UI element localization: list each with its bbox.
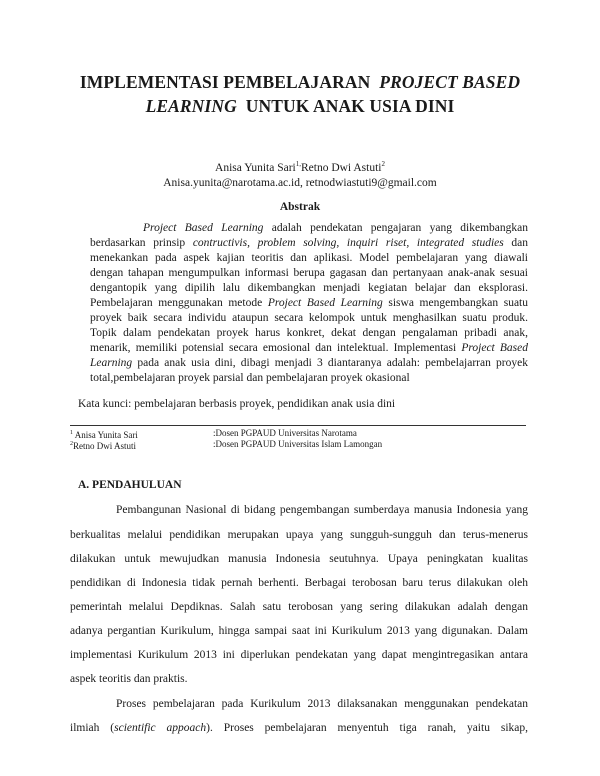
abstract-heading: Abstrak (279, 201, 321, 213)
title-line-2: LEARNING UNTUK ANAK USIA DINI (145, 96, 455, 116)
abstract-line: proyek baik secara individu ataupun secara kelompok untuk menghasilkan suatu produk. (90, 312, 528, 324)
body-line: berkualitas melalui pendidikan merupakan upaya yang sungguh-sungguh dan terus-menerus (70, 529, 528, 541)
abstract-line: Pembelajaran menggunakan metode Project Based Learning siswa mengembangkan suatu (90, 297, 528, 309)
abstract-line: menekankan pada aspek kajian teoritis dan aplikasi. Model pembelajaran yang diawali (90, 252, 528, 264)
body-line: Pembangunan Nasional di bidang pengembangan sumberdaya manusia Indonesia yang (116, 504, 528, 516)
body-line: dilakukan untuk mewujudkan manusia Indonesia seutuhnya. Upaya peningkatan kualitas (70, 553, 528, 565)
footnote-divider (70, 425, 526, 426)
author-block (0, 157, 600, 191)
title-italic-2: LEARNING (145, 96, 237, 116)
abstract-body (90, 221, 528, 386)
abstract-line: dengan tahapan mengumpulkan informasi berupa gagasan dan pertanyaan anak-anak sesuai (90, 267, 528, 279)
footnote-1: $^1$ Anisa Yunita Sari :Dosen PGPAUD Universitas Narotama (70, 428, 357, 440)
abstract-line: Topik dalam pendekatan proyek harus konkret, dekat dengan pengalaman pribadi anak, (90, 327, 528, 339)
abstract-line: Learning pada anak usia dini, dibagi menjadi 3 diantaranya adalah: pembelajarran proyek (90, 357, 528, 369)
author-emails: Anisa.yunita@narotama.ac.id, retnodwiastuti9@gmail.com (163, 176, 437, 189)
abstract-line: menarik, memiliki potensial secara emosional dan intelektual. Implementasi Project Based (90, 342, 528, 354)
section-heading: A. PENDAHULUAN (78, 479, 182, 491)
body-line: implementasi Kurikulum 2013 ini diperlukan pendekatan yang dapat mengintregasikan antara (70, 649, 528, 661)
title-line-1: IMPLEMENTASI PEMBELAJARAN PROJECT BASED (79, 72, 521, 92)
body-line: adanya pergantian Kurikulum, hingga sampai saat ini Kurikulum 2013 yang digunakan. Dalam (70, 625, 528, 637)
body-line: ilmiah (scientific appoach). Proses pembelajaran menyentuh tiga ranah, yaitu sikap, (70, 722, 528, 734)
body-line: pendidikan di Indonesia tidak pernah berhenti. Berbagai terobosan baru terus dilakukan oleh (70, 577, 528, 589)
abstract-line: dengantopik yang dipilih lalu dikembangkan menjadi kegiatan belajar dan eksplorasi. (90, 282, 528, 294)
body-line: Proses pembelajaran pada Kurikulum 2013 dilaksanakan menggunakan pendekatan (116, 698, 528, 710)
abstract-line: berdasarkan prinsip contructivis, problem solving, inquiri riset, integrated studies dan (90, 237, 529, 249)
abstract-line: Project Based Learning adalah pendekatan pengajaran yang dikembangkan (143, 222, 529, 234)
body-line: aspek teoritis dan praktis. (70, 673, 188, 685)
body-line: pemerintah melalui Depdiknas. Salah satu terobosan yang sering dilakukan adalah dengan (70, 601, 528, 613)
title-italic-1: PROJECT BASED (379, 72, 521, 92)
author-names: Anisa Yunita Sari$^{1,}$Retno Dwi Astuti$^2$ (215, 160, 385, 174)
paper-title (40, 70, 560, 118)
abstract-line: total,pembelajaran proyek parsial dan pembelajaran proyek okasional (90, 372, 410, 384)
keywords: Kata kunci: pembelajaran berbasis proyek, pendidikan anak usia dini (78, 398, 396, 410)
footnote-2: $^2$Retno Dwi Astuti :Dosen PGPAUD Universitas Islam Lamongan (70, 439, 383, 451)
